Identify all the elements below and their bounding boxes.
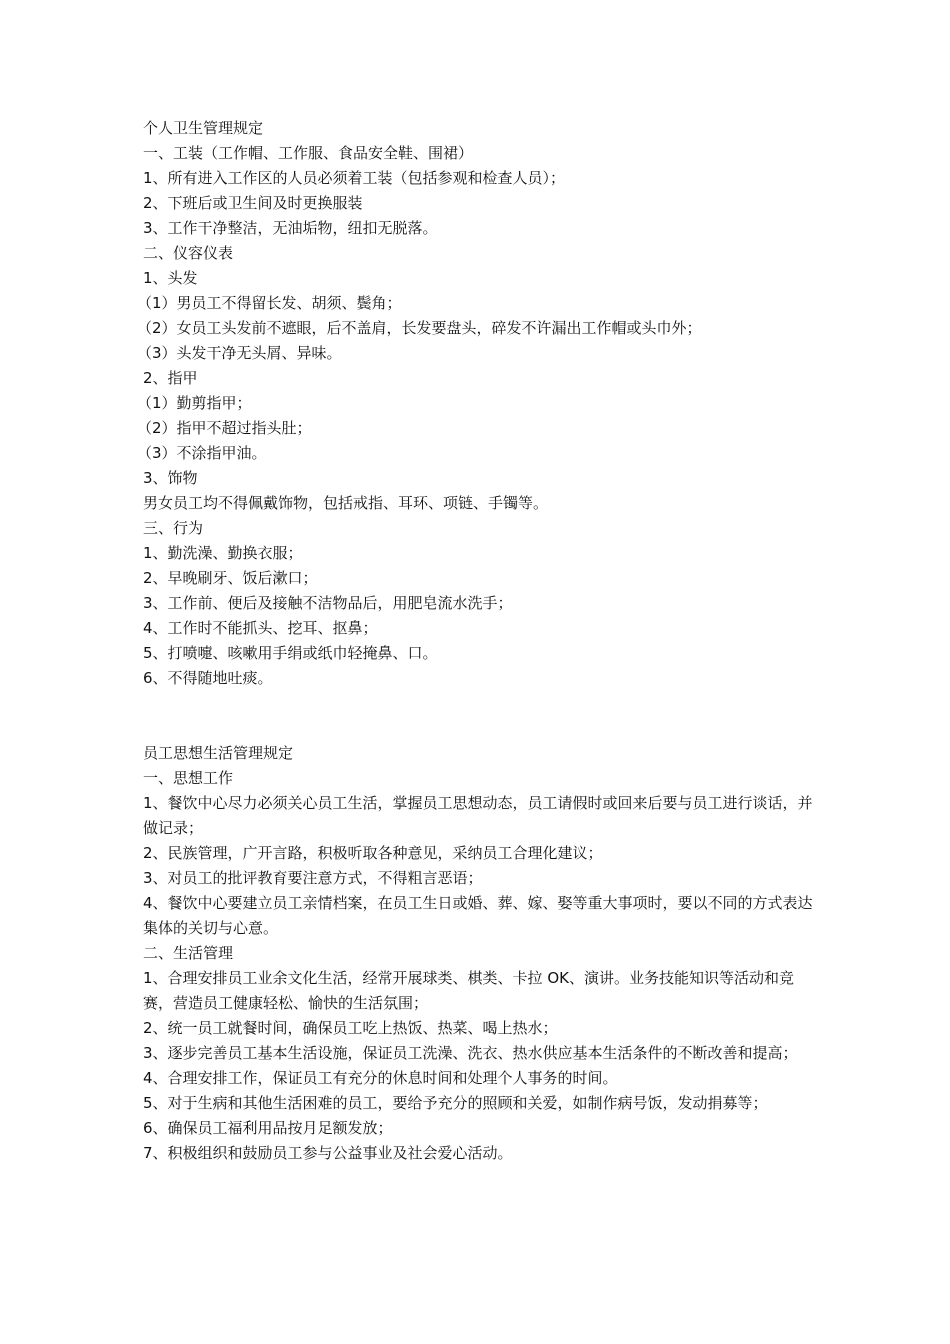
heading-behavior: 三、行为 <box>143 519 204 537</box>
list-item: 3、逐步完善员工基本生活设施，保证员工洗澡、洗衣、热水供应基本生活条件的不断改善和提高； <box>143 1044 798 1062</box>
list-item: 2、民族管理，广开言路，积极听取各种意见，采纳员工合理化建议； <box>143 844 603 862</box>
list-item: 1、头发 <box>143 269 198 287</box>
list-item: 1、所有进入工作区的人员必须着工装（包括参观和检查人员）； <box>143 169 566 187</box>
list-item: 4、合理安排工作，保证员工有充分的休息时间和处理个人事务的时间。 <box>143 1069 618 1087</box>
list-item: 3、工作前、便后及接触不洁物品后，用肥皂流水洗手； <box>143 594 513 612</box>
list-item: 3、工作干净整洁，无油垢物，纽扣无脱落。 <box>143 219 438 237</box>
list-item: 5、对于生病和其他生活困难的员工，要给予充分的照顾和关爱，如制作病号饭，发动捐募等； <box>143 1094 768 1112</box>
sub-item: （3）不涂指甲油。 <box>137 444 267 462</box>
sub-item: （2）指甲不超过指头肚； <box>137 419 312 437</box>
list-item: 2、指甲 <box>143 369 198 387</box>
list-item: 2、下班后或卫生间及时更换服装 <box>143 194 363 212</box>
sub-item: （2）女员工头发前不遮眼，后不盖肩，长发要盘头，碎发不许漏出工作帽或头巾外； <box>137 319 702 337</box>
list-item: 7、积极组织和鼓励员工参与公益事业及社会爱心活动。 <box>143 1144 513 1162</box>
list-item: 5、打喷嚏、咳嗽用手绢或纸巾轻掩鼻、口。 <box>143 644 438 662</box>
section-spacer <box>143 691 813 741</box>
list-item: 2、统一员工就餐时间，确保员工吃上热饭、热菜、喝上热水； <box>143 1019 558 1037</box>
list-item: 4、餐饮中心要建立员工亲情档案，在员工生日或婚、葬、嫁、娶等重大事项时，要以不同的方式表达集体的关切与心意。 <box>143 894 813 937</box>
list-item: 6、确保员工福利用品按月足额发放； <box>143 1119 393 1137</box>
section-title: 个人卫生管理规定 <box>143 119 264 137</box>
list-item: 3、饰物 <box>143 469 198 487</box>
sub-item: （1）勤剪指甲； <box>137 394 252 412</box>
heading-uniform: 一、工装（工作帽、工作服、食品安全鞋、围裙） <box>143 144 474 162</box>
list-item: 6、不得随地吐痰。 <box>143 669 273 687</box>
list-item: 3、对员工的批评教育要注意方式，不得粗言恶语； <box>143 869 483 887</box>
list-item: 2、早晚刷牙、饭后漱口； <box>143 569 318 587</box>
paragraph: 男女员工均不得佩戴饰物，包括戒指、耳环、项链、手镯等。 <box>143 494 549 512</box>
heading-appearance: 二、仪容仪表 <box>143 244 234 262</box>
section-title: 员工思想生活管理规定 <box>143 744 294 762</box>
heading-thought-work: 一、思想工作 <box>143 769 234 787</box>
list-item: 1、餐饮中心尽力必须关心员工生活，掌握员工思想动态，员工请假时或回来后要与员工进行谈话，并做记录； <box>143 794 813 837</box>
sub-item: （1）男员工不得留长发、胡须、鬓角； <box>137 294 402 312</box>
sub-item: （3）头发干净无头屑、异味。 <box>137 344 342 362</box>
list-item: 1、合理安排员工业余文化生活，经常开展球类、棋类、卡拉 OK、演讲。业务技能知识等活动和竞赛，营造员工健康轻松、愉快的生活氛围； <box>143 969 794 1012</box>
list-item: 4、工作时不能抓头、挖耳、抠鼻； <box>143 619 378 637</box>
list-item: 1、勤洗澡、勤换衣服； <box>143 544 303 562</box>
heading-life-management: 二、生活管理 <box>143 944 234 962</box>
document-page <box>137 116 813 1166</box>
